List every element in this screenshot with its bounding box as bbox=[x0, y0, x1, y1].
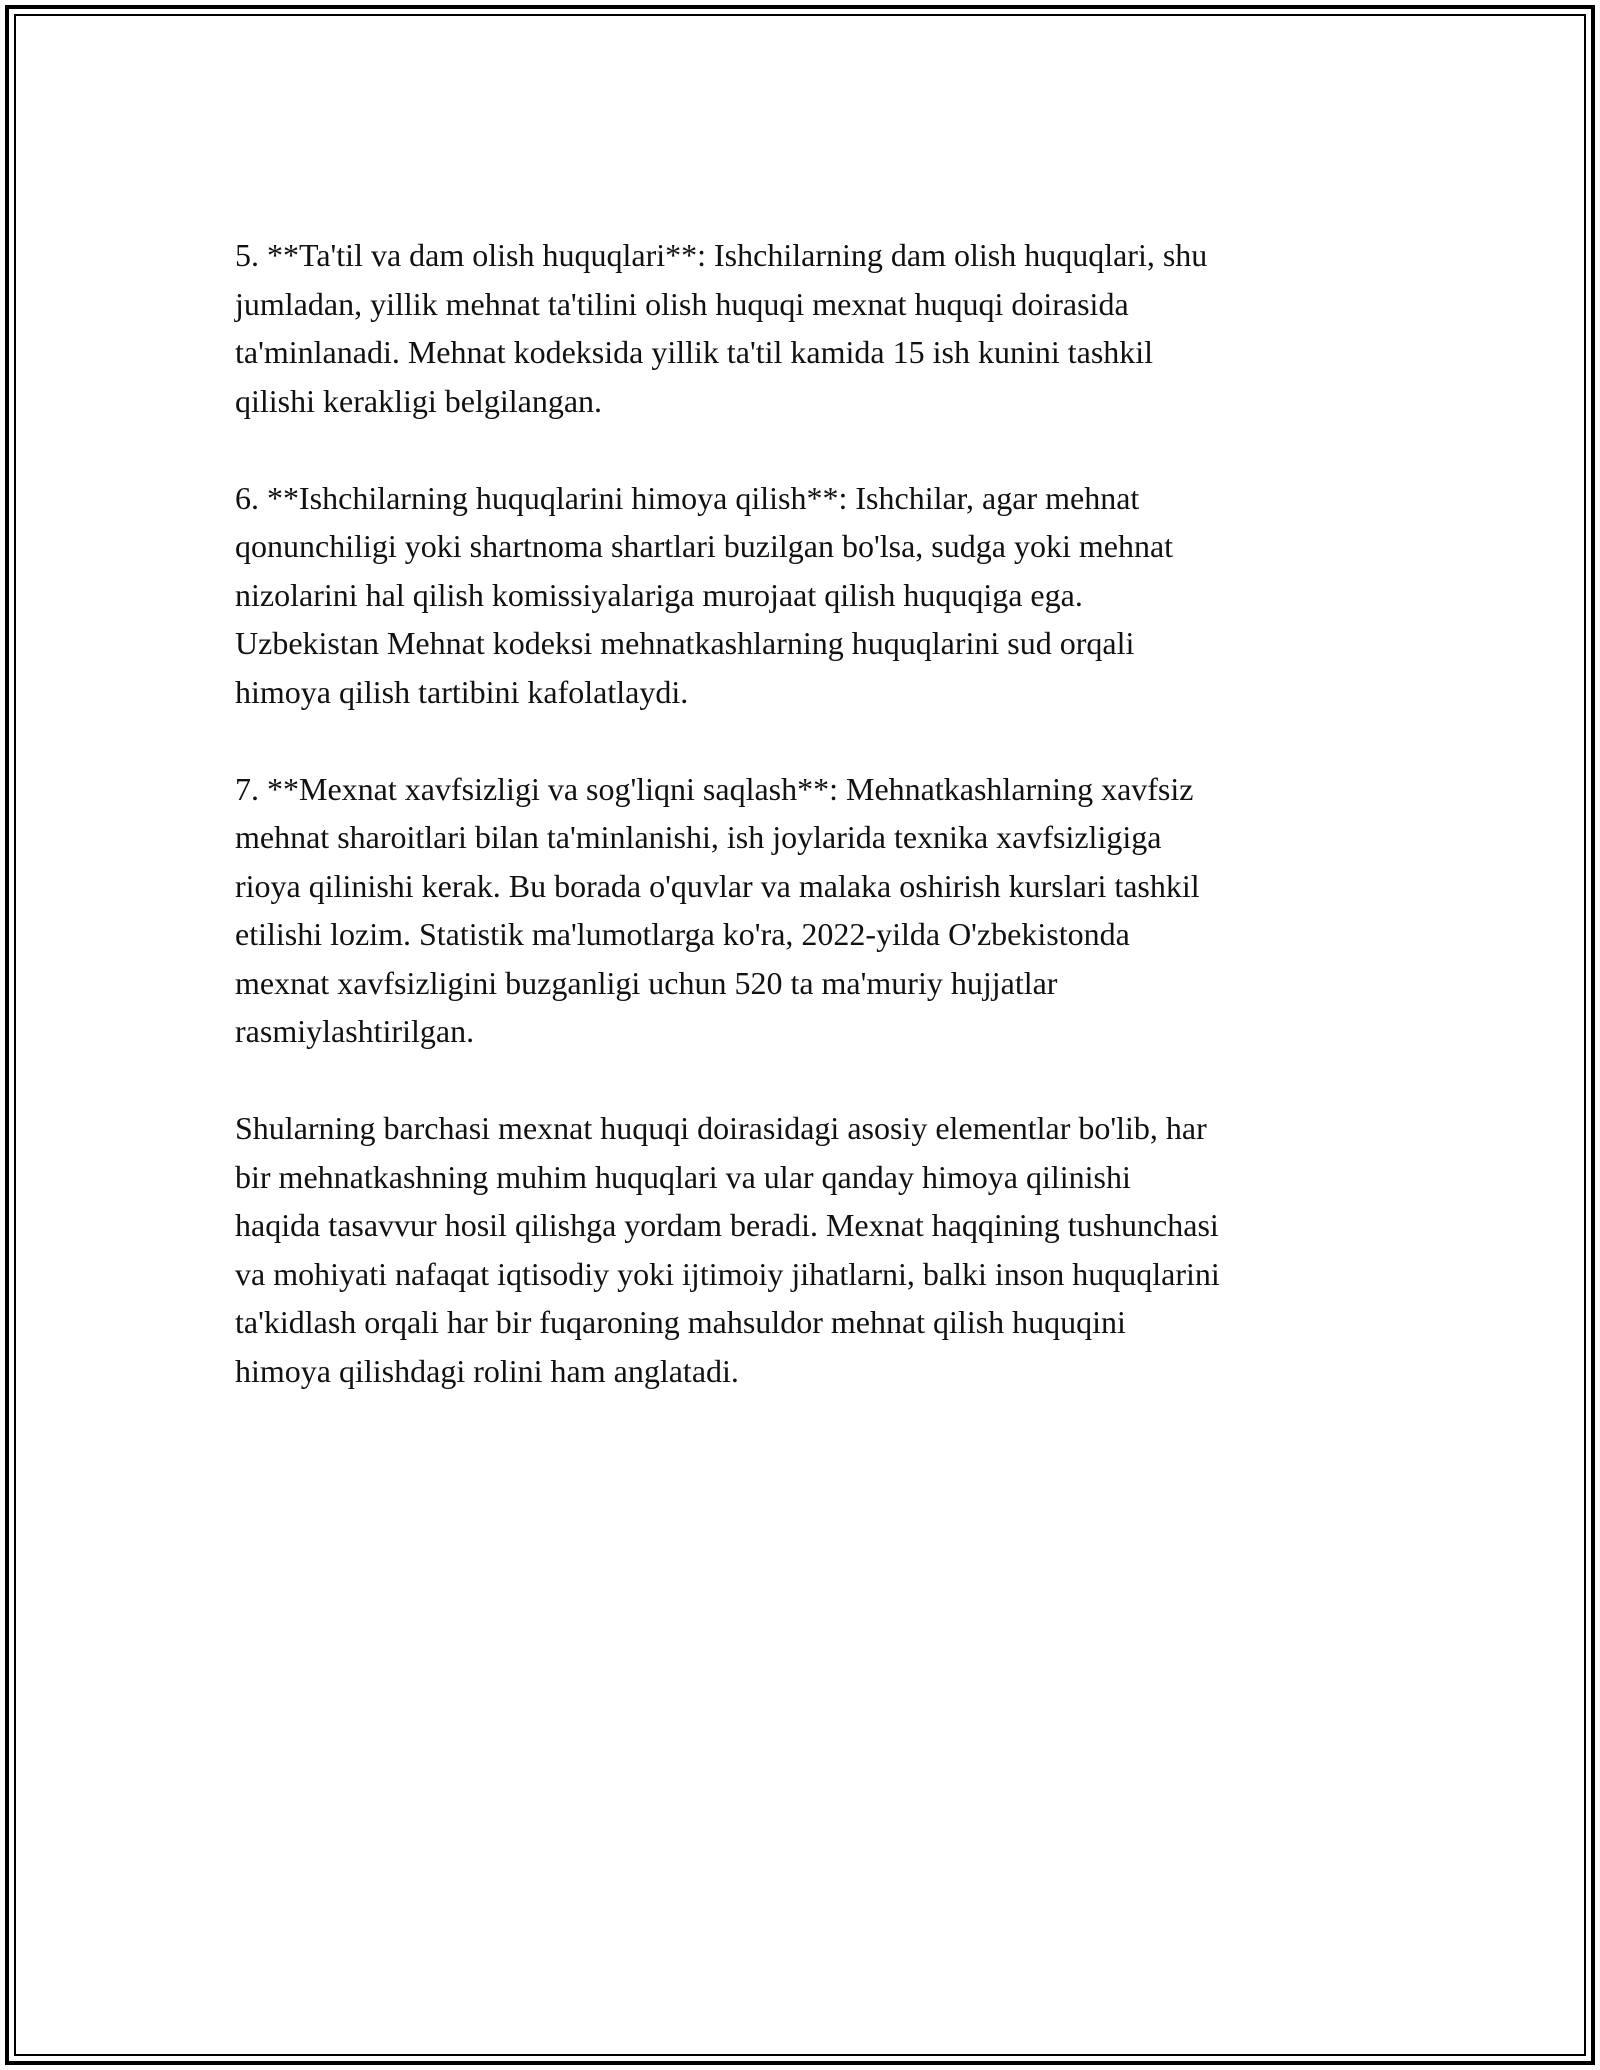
text-line: mehnat sharoitlari bilan ta'minlanishi, ish joylarida texnika xavfsizligiga bbox=[235, 819, 1162, 855]
document-body bbox=[235, 231, 1375, 1444]
paragraph-vacation-rights bbox=[235, 231, 1375, 425]
text-line: ta'minlanadi. Mehnat kodeksida yillik ta'til kamida 15 ish kunini tashkil bbox=[235, 334, 1154, 370]
paragraph-conclusion bbox=[235, 1104, 1375, 1395]
text-line: himoya qilishdagi rolini ham anglatadi. bbox=[235, 1352, 739, 1389]
text-line: nizolarini hal qilish komissiyalariga murojaat qilish huquqiga ega. bbox=[235, 576, 1083, 613]
text-line: ta'kidlash orqali har bir fuqaroning mahsuldor mehnat qilish huquqini bbox=[235, 1304, 1126, 1340]
text-line: Shularning barchasi mexnat huquqi doirasidagi asosiy elementlar bo'lib, har bbox=[235, 1110, 1207, 1146]
text-line: va mohiyati nafaqat iqtisodiy yoki ijtimoiy jihatlarni, balki inson huquqlarini bbox=[235, 1255, 1220, 1292]
text-line: rasmiylashtirilgan. bbox=[235, 1013, 475, 1049]
text-line: Uzbekistan Mehnat kodeksi mehnatkashlarning huquqlarini sud orqali bbox=[235, 625, 1135, 661]
text-line: rioya qilinishi kerak. Bu borada o'quvlar va malaka oshirish kurslari tashkil bbox=[235, 867, 1200, 904]
text-line: qilishi kerakligi belgilangan. bbox=[235, 382, 603, 419]
text-line: bir mehnatkashning muhim huquqlari va ular qanday himoya qilinishi bbox=[235, 1158, 1131, 1195]
text-line: qonunchiligi yoki shartnoma shartlari buzilgan bo'lsa, sudga yoki mehnat bbox=[235, 528, 1174, 564]
paragraph-rights-protection bbox=[235, 474, 1375, 717]
text-line: mexnat xavfsizligini buzganligi uchun 520 ta ma'muriy hujjatlar bbox=[235, 964, 1058, 1001]
text-line: 6. **Ishchilarning huquqlarini himoya qilish**: Ishchilar, agar mehnat bbox=[235, 479, 1140, 516]
text-line: himoya qilish tartibini kafolatlaydi. bbox=[235, 673, 689, 710]
text-line: etilishi lozim. Statistik ma'lumotlarga ko'ra, 2022-yilda O'zbekistonda bbox=[235, 916, 1130, 952]
text-line: 7. **Mexnat xavfsizligi va sog'liqni saqlash**: Mehnatkashlarning xavfsiz bbox=[235, 770, 1194, 807]
text-line: haqida tasavvur hosil qilishga yordam beradi. Mexnat haqqining tushunchasi bbox=[235, 1207, 1219, 1243]
text-line: jumladan, yillik mehnat ta'tilini olish huquqi mexnat huquqi doirasida bbox=[235, 285, 1129, 322]
text-line: 5. **Ta'til va dam olish huquqlari**: Ishchilarning dam olish huquqlari, shu bbox=[235, 237, 1208, 273]
paragraph-labor-safety bbox=[235, 765, 1375, 1056]
